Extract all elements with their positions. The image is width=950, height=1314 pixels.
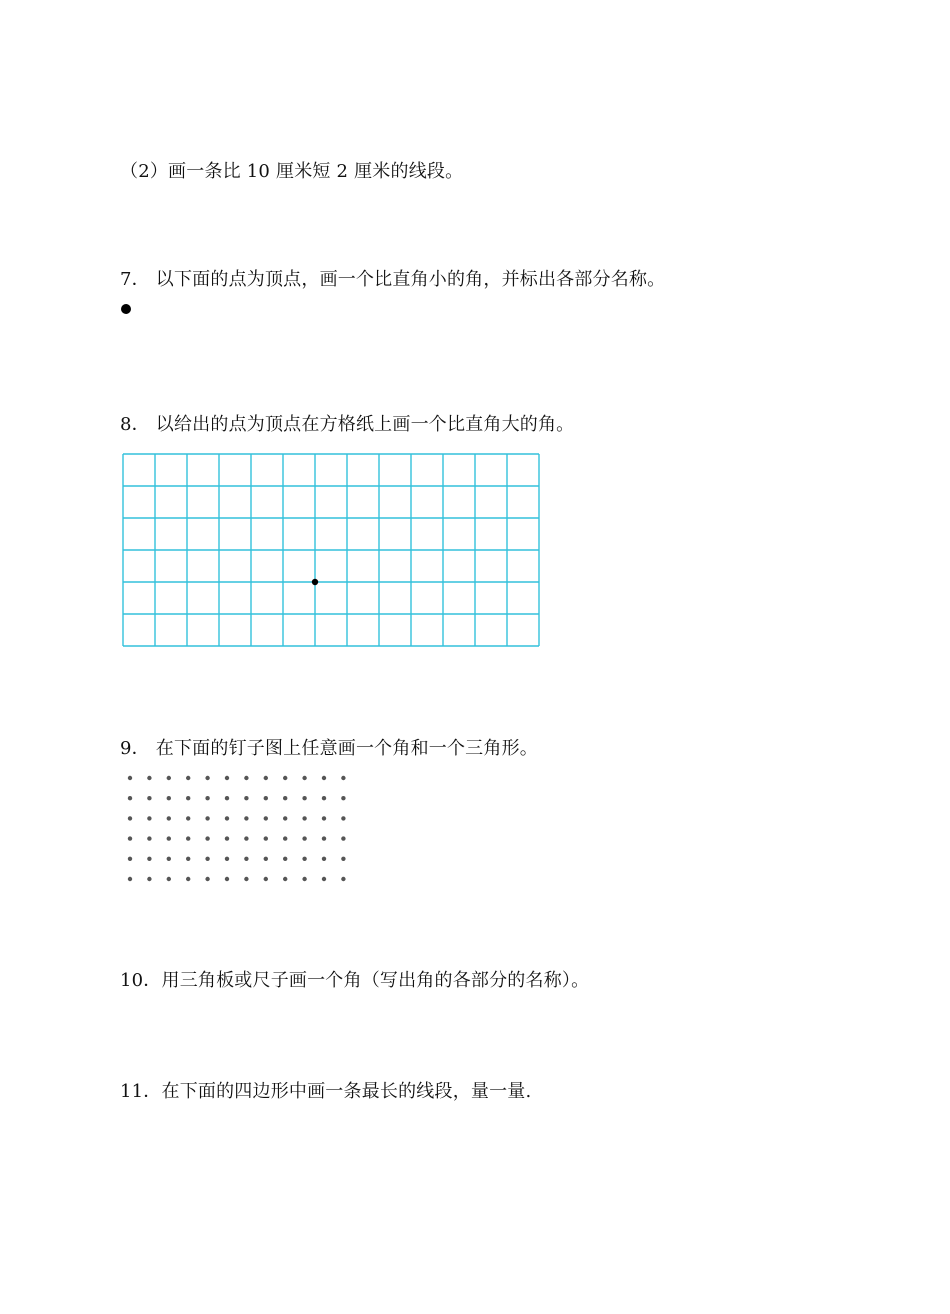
peg-dot [283,857,287,861]
peg-dot [186,796,190,800]
question-11: 11．在下面的四边形中画一条最长的线段，量一量. [120,1081,532,1102]
peg-dot [283,816,287,820]
peg-dot [244,836,248,840]
peg-dot [302,836,306,840]
peg-dot [167,776,171,780]
peg-dot [302,877,306,881]
peg-dot [341,836,345,840]
question-8: 8． 以给出的点为顶点在方格纸上画一个比直角大的角。 [120,414,575,435]
peg-dot [147,836,151,840]
peg-dot [225,857,229,861]
peg-dot [283,836,287,840]
peg-dot [147,776,151,780]
peg-dot [244,877,248,881]
peg-dot [205,857,209,861]
peg-dot [225,836,229,840]
pegboard [122,770,352,886]
vertex-point [121,304,131,314]
peg-dot [167,857,171,861]
peg-dot [341,816,345,820]
peg-dot [264,857,268,861]
peg-dot [322,776,326,780]
peg-dot [244,857,248,861]
peg-dot [167,836,171,840]
peg-dot [322,836,326,840]
peg-dot [147,816,151,820]
peg-dot [225,796,229,800]
peg-dot [225,816,229,820]
peg-dot [128,776,132,780]
peg-dot [322,816,326,820]
peg-dot [225,877,229,881]
peg-dot [225,776,229,780]
peg-dot [205,877,209,881]
peg-dot [128,877,132,881]
peg-dot [128,857,132,861]
peg-dot [244,816,248,820]
peg-dot [147,796,151,800]
peg-dot [186,836,190,840]
peg-dot [322,857,326,861]
peg-dot [283,877,287,881]
peg-dot [186,816,190,820]
peg-dot [205,816,209,820]
peg-dot [322,877,326,881]
peg-dot [302,776,306,780]
question-9: 9． 在下面的钉子图上任意画一个角和一个三角形。 [120,738,538,759]
peg-dot [322,796,326,800]
peg-dot [205,836,209,840]
peg-dot [128,836,132,840]
grid-vertex-point [312,579,318,585]
peg-dot [283,796,287,800]
peg-dot [341,796,345,800]
peg-dot [341,857,345,861]
peg-dot [244,776,248,780]
peg-dot [186,776,190,780]
peg-dot [302,796,306,800]
peg-dot [341,877,345,881]
question-10: 10．用三角板或尺子画一个角（写出角的各部分的名称）。 [120,970,590,991]
peg-dot [283,776,287,780]
peg-dot [302,816,306,820]
peg-dot [167,816,171,820]
square-grid-paper [121,452,541,648]
peg-dot [205,796,209,800]
peg-dot [341,776,345,780]
peg-dot [264,816,268,820]
peg-dot [128,816,132,820]
peg-dot [264,796,268,800]
peg-dot [147,857,151,861]
peg-dot [205,776,209,780]
peg-dot [244,796,248,800]
peg-dot [264,836,268,840]
peg-dot [264,877,268,881]
peg-dot [147,877,151,881]
peg-dot [264,776,268,780]
question-7: 7． 以下面的点为顶点，画一个比直角小的角，并标出各部分名称。 [120,269,666,290]
question-2-subpart: （2）画一条比 10 厘米短 2 厘米的线段。 [120,161,464,182]
peg-dot [167,796,171,800]
peg-dot [128,796,132,800]
peg-dot [186,877,190,881]
peg-dot [302,857,306,861]
peg-dot [167,877,171,881]
peg-dot [186,857,190,861]
